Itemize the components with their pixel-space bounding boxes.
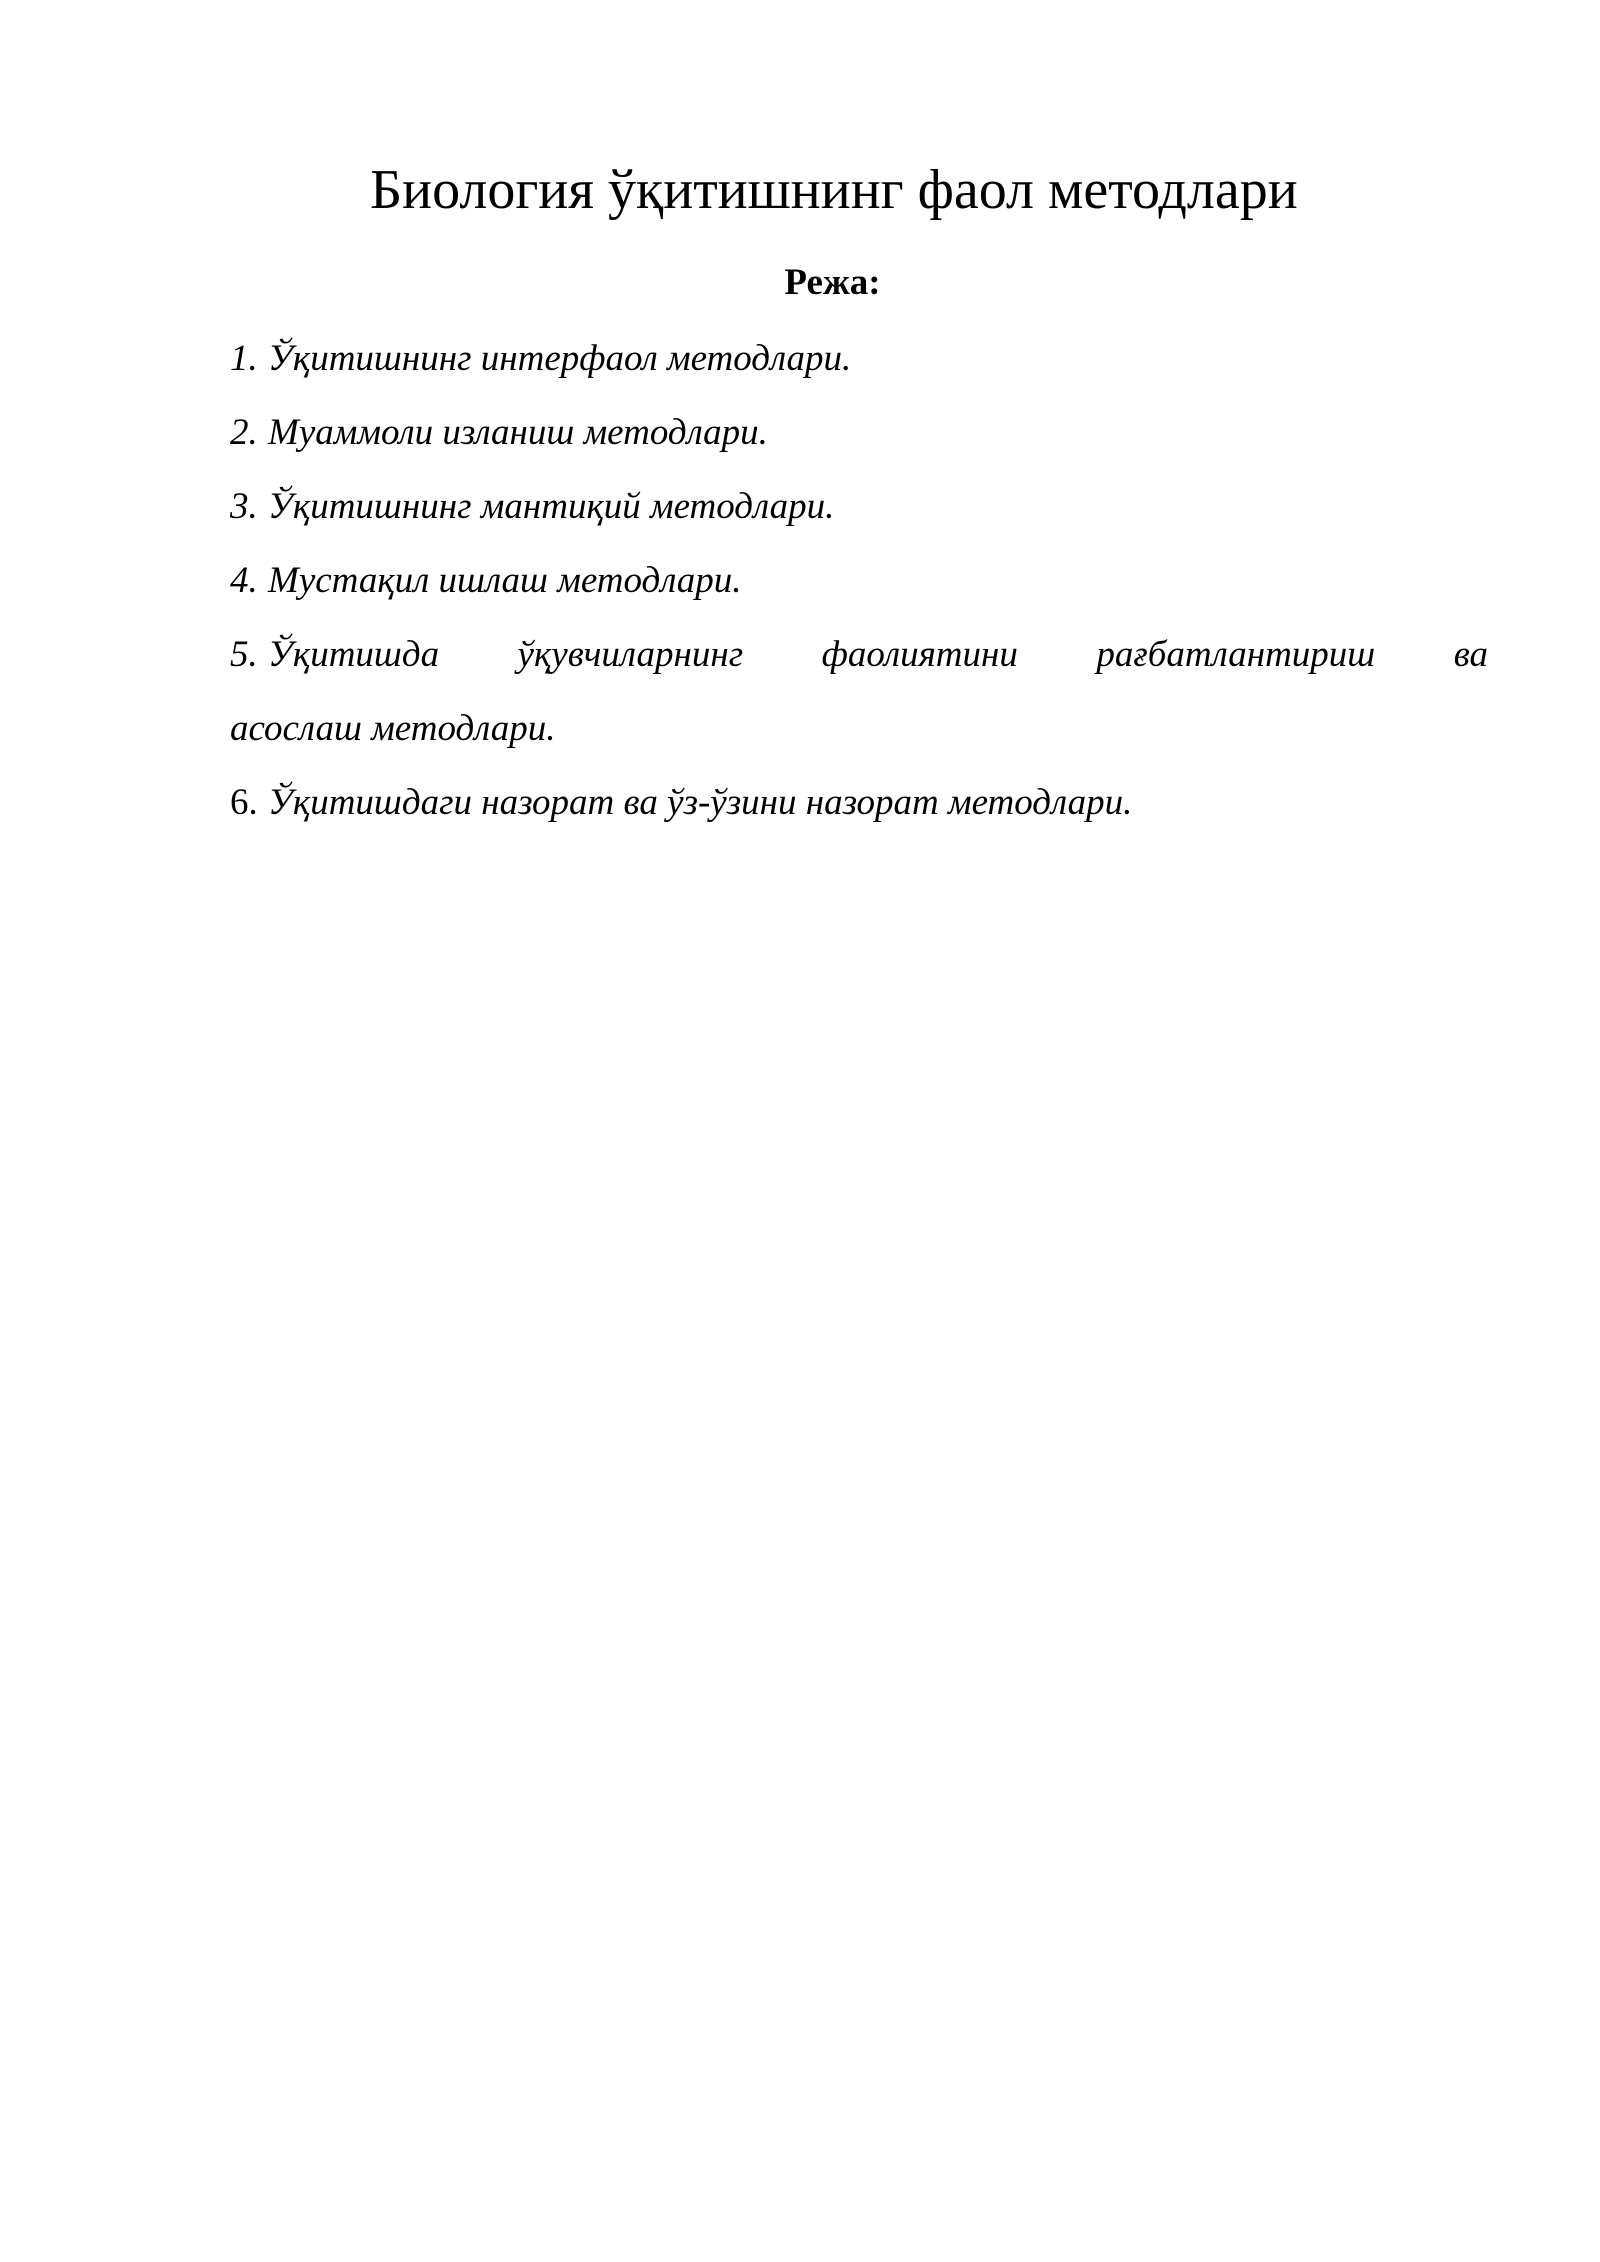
plan-item-text: Мустақил ишлаш методлари. — [268, 560, 742, 601]
plan-item-word: Ўқитишда — [268, 634, 440, 675]
plan-item-6 — [230, 766, 1488, 840]
plan-item-number: 6. — [230, 782, 258, 823]
page-title: Биология ўқитишнинг фаол методлари — [370, 159, 1298, 221]
plan-item-text: Ўқитишнинг мантиқий методлари. — [268, 486, 835, 527]
plan-item-word: фаолиятини — [821, 634, 1018, 675]
plan-item-1 — [230, 322, 1488, 396]
plan-item-word: ўқувчиларнинг — [517, 634, 744, 675]
plan-item-number: 2. — [230, 412, 258, 453]
plan-item-text-line-1 — [230, 618, 1488, 692]
plan-item-number: 1. — [230, 338, 258, 379]
plan-item-text: Ўқитишнинг интерфаол методлари. — [268, 338, 852, 379]
plan-item-2 — [230, 396, 1488, 470]
plan-item-text-line-2: асослаш методлари. — [230, 708, 556, 749]
plan-item-number: 4. — [230, 560, 258, 601]
plan-heading: Режа: — [784, 262, 881, 303]
plan-item-5 — [230, 618, 1488, 766]
plan-item-3 — [230, 470, 1488, 544]
plan-item-text: Муаммоли изланиш методлари. — [268, 412, 768, 453]
plan-list — [230, 322, 1488, 840]
plan-item-text: Ўқитишдаги назорат ва ўз-ўзини назорат методлари. — [268, 782, 1133, 823]
plan-item-word: рағбатлантириш — [1096, 634, 1376, 675]
plan-item-4 — [230, 544, 1488, 618]
plan-item-number: 5. — [230, 634, 258, 675]
plan-item-word: ва — [1453, 634, 1488, 675]
plan-item-number: 3. — [230, 486, 258, 527]
